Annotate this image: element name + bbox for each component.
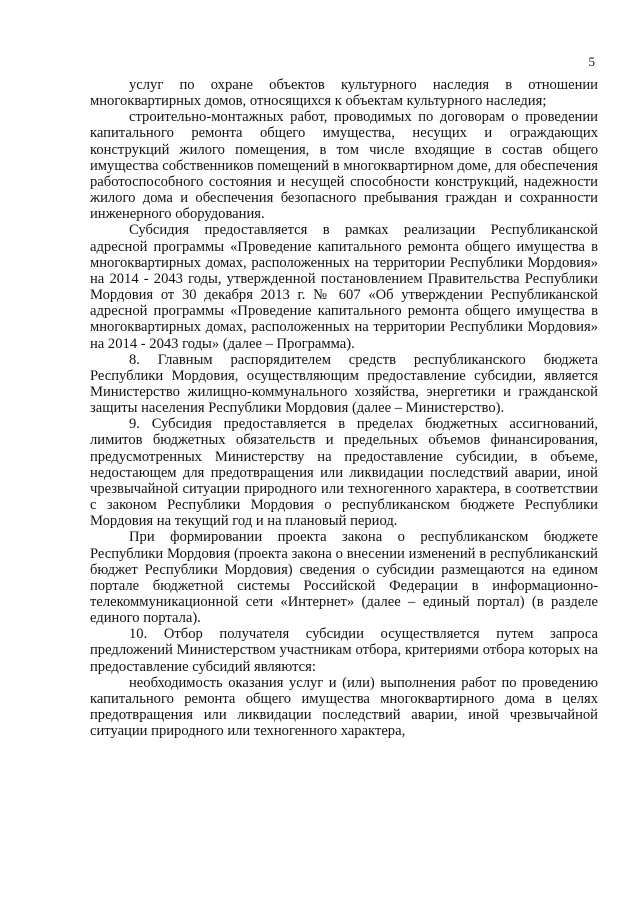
paragraph-construction-works: строительно-монтажных работ, проводимых по договорам о проведении капитального ремонта общего имущества, несущих и ограждающих конструкций жилого помещения, в том числе входящие в состав общего имущества собственников помещений в многоквартирном доме, для обеспечения работоспособного состояния и несущей способности конструкций, надежности жилого дома и обеспечения безопасного пребывания граждан и сохранности инженерного оборудования.: [90, 109, 598, 223]
document-body: [90, 77, 598, 739]
paragraph-cultural-heritage-services: услуг по охране объектов культурного наследия в отношении многоквартирных домов, относящихся к объектам культурного наследия;: [90, 77, 598, 110]
paragraph-item-9: 9. Субсидия предоставляется в пределах бюджетных ассигнований, лимитов бюджетных обязательств и предельных объемов финансирования, предусмотренных Министерству на предоставление субсидии, в объеме, недостающем для предотвращения или ликвидации последствий аварии, иной чрезвычайной ситуации природного или техногенного характера, в соответствии с законом Республики Мордовия о республиканском бюджете Республики Мордовия на текущий год и на плановый период.: [90, 416, 598, 530]
page-number: 5: [588, 54, 595, 69]
paragraph-item-10: 10. Отбор получателя субсидии осуществляется путем запроса предложений Министерством участникам отбора, критериями отбора которых на предоставление субсидий являются:: [90, 626, 598, 675]
paragraph-budget-portal: При формировании проекта закона о республиканском бюджете Республики Мордовия (проекта закона о внесении изменений в республиканский бюджет Республики Мордовия) сведения о субсидии размещаются на едином портале бюджетной системы Российской Федерации в информационно-телекоммуникационной сети «Интернет» (далее – единый портал) (в разделе единого портала).: [90, 529, 598, 627]
paragraph-subsidy-program: Субсидия предоставляется в рамках реализации Республиканской адресной программы «Проведение капитального ремонта общего имущества в многоквартирных домах, расположенных на территории Республики Мордовия» на 2014 - 2043 годы, утвержденной постановлением Правительства Республики Мордовия от 30 декабря 2013 г. № 607 «Об утверждении Республиканской адресной программы «Проведение капитального ремонта общего имущества в многоквартирных домах, расположенных на территории Республики Мордовия» на 2014 - 2043 годы» (далее – Программа).: [90, 222, 598, 352]
paragraph-selection-criteria: необходимость оказания услуг и (или) выполнения работ по проведению капитального ремонта общего имущества многоквартирного дома в целях предотвращения или ликвидации последствий аварии, иной чрезвычайной ситуации природного или техногенного характера,: [90, 674, 598, 740]
paragraph-item-8: 8. Главным распорядителем средств республиканского бюджета Республики Мордовия, осуществляющим предоставление субсидии, является Министерство жилищно-коммунального хозяйства, энергетики и гражданской защиты населения Республики Мордовия (далее – Министерство).: [90, 351, 598, 417]
